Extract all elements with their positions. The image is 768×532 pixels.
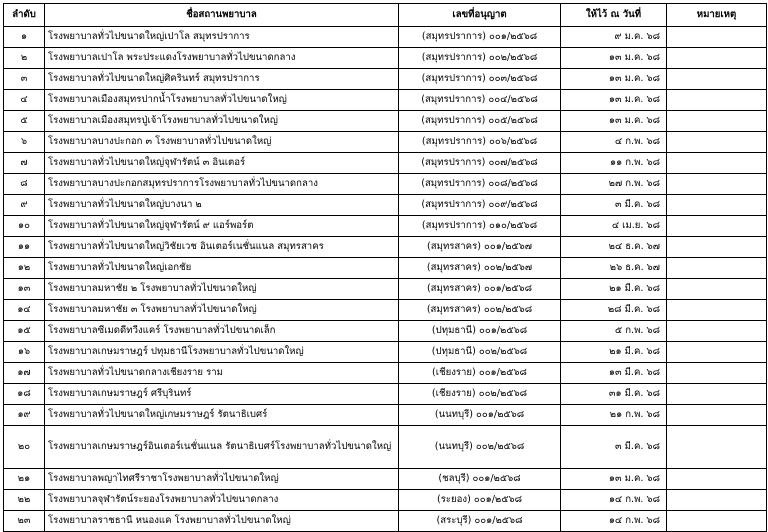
remark-cell bbox=[667, 237, 767, 258]
remark-cell bbox=[667, 384, 767, 405]
hospital-name: โรงพยาบาลเกษมราษฎร์อินเตอร์เนชั่นแนล รัตนาธิเบศร์โรงพยาบาลทั่วไปขนาดใหญ่ bbox=[45, 426, 399, 469]
row-number: ๘ bbox=[4, 174, 45, 195]
issue-date: ๒๑ ก.พ. ๖๘ bbox=[561, 405, 667, 426]
remark-cell bbox=[667, 153, 767, 174]
table-row bbox=[4, 27, 767, 48]
license-number: (สมุทรปราการ) ๐๐๗/๒๕๖๘ bbox=[399, 153, 561, 174]
hospital-name: โรงพยาบาลพญาไทศรีราชาโรงพยาบาลทั่วไปขนาดใหญ่ bbox=[45, 469, 399, 490]
row-number: ๒๒ bbox=[4, 490, 45, 511]
row-number: ๑๗ bbox=[4, 363, 45, 384]
license-number: (เชียงราย) ๐๐๑/๒๕๖๘ bbox=[399, 363, 561, 384]
row-number: ๗ bbox=[4, 153, 45, 174]
license-number: (สมุทรสาคร) ๐๐๒/๒๕๖๘ bbox=[399, 300, 561, 321]
remark-cell bbox=[667, 111, 767, 132]
remark-cell bbox=[667, 216, 767, 237]
license-number: (สมุทรปราการ) ๐๐๘/๒๕๖๘ bbox=[399, 174, 561, 195]
hospital-name: โรงพยาบาลทั่วไปขนาดใหญ่วิชัยเวช อินเตอร์เนชั่นแนล สมุทรสาคร bbox=[45, 237, 399, 258]
table-row bbox=[4, 90, 767, 111]
remark-cell bbox=[667, 426, 767, 469]
hospital-name: โรงพยาบาลทั่วไปขนาดใหญ่เปาโล สมุทรปราการ bbox=[45, 27, 399, 48]
row-number: ๕ bbox=[4, 111, 45, 132]
issue-date: ๑๔ ก.พ. ๖๘ bbox=[561, 490, 667, 511]
hospital-name: โรงพยาบาลทั่วไปขนาดใหญ่จุฬารัตน์ ๙ แอร์พอร์ต bbox=[45, 216, 399, 237]
row-number: ๒๐ bbox=[4, 426, 45, 469]
row-number: ๑๙ bbox=[4, 405, 45, 426]
issue-date: ๓๑ มี.ค. ๖๘ bbox=[561, 384, 667, 405]
license-number: (ปทุมธานี) ๐๐๒/๒๕๖๘ bbox=[399, 342, 561, 363]
hospital-name: โรงพยาบาลเกษมราษฎร์ ศรีบุรินทร์ bbox=[45, 384, 399, 405]
remark-cell bbox=[667, 342, 767, 363]
row-number: ๑๖ bbox=[4, 342, 45, 363]
remark-cell bbox=[667, 69, 767, 90]
row-number: ๒๓ bbox=[4, 511, 45, 532]
hospital-name: โรงพยาบาลเมืองสมุทรปากน้ำโรงพยาบาลทั่วไปขนาดใหญ่ bbox=[45, 90, 399, 111]
hospital-name: โรงพยาบาลบางปะกอก ๓ โรงพยาบาลทั่วไปขนาดใหญ่ bbox=[45, 132, 399, 153]
issue-date: ๒๔ ธ.ค. ๖๗ bbox=[561, 237, 667, 258]
issue-date: ๒๖ ธ.ค. ๖๗ bbox=[561, 258, 667, 279]
row-number: ๑๐ bbox=[4, 216, 45, 237]
table-row bbox=[4, 363, 767, 384]
table-row bbox=[4, 216, 767, 237]
issue-date: ๕ ก.พ. ๖๘ bbox=[561, 321, 667, 342]
license-number: (นนทบุรี) ๐๐๑/๒๕๖๘ bbox=[399, 405, 561, 426]
table-row bbox=[4, 237, 767, 258]
remark-cell bbox=[667, 90, 767, 111]
remark-cell bbox=[667, 279, 767, 300]
table-row bbox=[4, 132, 767, 153]
table-row bbox=[4, 469, 767, 490]
table-row bbox=[4, 342, 767, 363]
issue-date: ๑๓ ม.ค. ๖๘ bbox=[561, 90, 667, 111]
row-number: ๒ bbox=[4, 48, 45, 69]
issue-date: ๑๔ ก.พ. ๖๘ bbox=[561, 511, 667, 532]
license-number: (ชลบุรี) ๐๐๑/๒๕๖๘ bbox=[399, 469, 561, 490]
hospital-name: โรงพยาบาลบางปะกอกสมุทรปราการโรงพยาบาลทั่วไปขนาดกลาง bbox=[45, 174, 399, 195]
remark-cell bbox=[667, 48, 767, 69]
row-number: ๑๒ bbox=[4, 258, 45, 279]
hospital-name: โรงพยาบาลเมืองสมุทรปู่เจ้าโรงพยาบาลทั่วไปขนาดใหญ่ bbox=[45, 111, 399, 132]
license-number: (สมุทรสาคร) ๐๐๒/๒๕๖๗ bbox=[399, 258, 561, 279]
license-number: (สมุทรสาคร) ๐๐๑/๒๕๖๘ bbox=[399, 279, 561, 300]
table-row bbox=[4, 490, 767, 511]
hospital-name: โรงพยาบาลทั่วไปขนาดใหญ่บางนา ๒ bbox=[45, 195, 399, 216]
hospital-name: โรงพยาบาลทั่วไปขนาดใหญ่เกษมราษฎร์ รัตนาธิเบศร์ bbox=[45, 405, 399, 426]
table-row bbox=[4, 153, 767, 174]
license-number: (สมุทรปราการ) ๐๐๕/๒๕๖๘ bbox=[399, 111, 561, 132]
remark-cell bbox=[667, 258, 767, 279]
header-date: ให้ไว้ ณ วันที่ bbox=[561, 4, 667, 27]
remark-cell bbox=[667, 321, 767, 342]
remark-cell bbox=[667, 363, 767, 384]
license-number: (สมุทรปราการ) ๐๐๖/๒๕๖๘ bbox=[399, 132, 561, 153]
row-number: ๑๕ bbox=[4, 321, 45, 342]
row-number: ๓ bbox=[4, 69, 45, 90]
remark-cell bbox=[667, 132, 767, 153]
hospital-name: โรงพยาบาลทั่วไปขนาดกลางเชียงราย ราม bbox=[45, 363, 399, 384]
row-number: ๔ bbox=[4, 90, 45, 111]
issue-date: ๑๓ ม.ค. ๖๘ bbox=[561, 48, 667, 69]
issue-date: ๔ ก.พ. ๖๘ bbox=[561, 132, 667, 153]
table-row bbox=[4, 384, 767, 405]
license-number: (เชียงราย) ๐๐๒/๒๕๖๘ bbox=[399, 384, 561, 405]
hospital-name: โรงพยาบาลมหาชัย ๓ โรงพยาบาลทั่วไปขนาดใหญ่ bbox=[45, 300, 399, 321]
row-number: ๒๑ bbox=[4, 469, 45, 490]
table-row bbox=[4, 69, 767, 90]
table-row bbox=[4, 279, 767, 300]
remark-cell bbox=[667, 405, 767, 426]
issue-date: ๑๑ ก.พ. ๖๘ bbox=[561, 153, 667, 174]
header-no: ลำดับ bbox=[4, 4, 45, 27]
table-header-row bbox=[4, 4, 767, 27]
issue-date: ๒๗ ก.พ. ๖๘ bbox=[561, 174, 667, 195]
issue-date: ๑๓ มี.ค. ๖๘ bbox=[561, 363, 667, 384]
table-row bbox=[4, 300, 767, 321]
issue-date: ๓ มี.ค. ๖๘ bbox=[561, 195, 667, 216]
license-number: (สระบุรี) ๐๐๑/๒๕๖๘ bbox=[399, 511, 561, 532]
license-number: (สมุทรสาคร) ๐๐๑/๒๕๖๗ bbox=[399, 237, 561, 258]
row-number: ๖ bbox=[4, 132, 45, 153]
license-number: (สมุทรปราการ) ๐๐๑/๒๕๖๘ bbox=[399, 27, 561, 48]
hospital-license-table bbox=[3, 3, 767, 532]
license-number: (นนทบุรี) ๐๐๒/๒๕๖๘ bbox=[399, 426, 561, 469]
row-number: ๑๔ bbox=[4, 300, 45, 321]
remark-cell bbox=[667, 490, 767, 511]
table-row bbox=[4, 426, 767, 469]
table-row bbox=[4, 405, 767, 426]
issue-date: ๓ มี.ค. ๖๘ bbox=[561, 426, 667, 469]
license-number: (สมุทรปราการ) ๐๐๔/๒๕๖๘ bbox=[399, 90, 561, 111]
hospital-name: โรงพยาบาลซีเมดดีทวีงแคร์ โรงพยาบาลทั่วไปขนาดเล็ก bbox=[45, 321, 399, 342]
remark-cell bbox=[667, 174, 767, 195]
issue-date: ๒๘ มี.ค. ๖๘ bbox=[561, 300, 667, 321]
issue-date: ๑๓ ม.ค. ๖๘ bbox=[561, 111, 667, 132]
issue-date: ๒๑ มี.ค. ๖๘ bbox=[561, 279, 667, 300]
header-remark: หมายเหตุ bbox=[667, 4, 767, 27]
license-number: (สมุทรปราการ) ๐๐๓/๒๕๖๘ bbox=[399, 69, 561, 90]
issue-date: ๙ ม.ค. ๖๘ bbox=[561, 27, 667, 48]
hospital-name: โรงพยาบาลทั่วไปขนาดใหญ่เอกชัย bbox=[45, 258, 399, 279]
table-row bbox=[4, 48, 767, 69]
remark-cell bbox=[667, 469, 767, 490]
row-number: ๑๘ bbox=[4, 384, 45, 405]
table-row bbox=[4, 321, 767, 342]
table-row bbox=[4, 195, 767, 216]
license-number: (สมุทรปราการ) ๐๐๒/๒๕๖๘ bbox=[399, 48, 561, 69]
issue-date: ๑๓ ม.ค. ๖๘ bbox=[561, 469, 667, 490]
table-row bbox=[4, 258, 767, 279]
remark-cell bbox=[667, 195, 767, 216]
license-number: (สมุทรปราการ) ๐๑๐/๒๕๖๘ bbox=[399, 216, 561, 237]
hospital-name: โรงพยาบาลเปาโล พระประแดงโรงพยาบาลทั่วไปขนาดกลาง bbox=[45, 48, 399, 69]
table-row bbox=[4, 111, 767, 132]
license-number: (ปทุมธานี) ๐๐๑/๒๕๖๘ bbox=[399, 321, 561, 342]
issue-date: ๑๓ ม.ค. ๖๘ bbox=[561, 69, 667, 90]
header-license: เลขที่อนุญาต bbox=[399, 4, 561, 27]
row-number: ๑๓ bbox=[4, 279, 45, 300]
license-number: (ระยอง) ๐๐๑/๒๕๖๘ bbox=[399, 490, 561, 511]
remark-cell bbox=[667, 300, 767, 321]
row-number: ๑ bbox=[4, 27, 45, 48]
remark-cell bbox=[667, 27, 767, 48]
hospital-name: โรงพยาบาลมหาชัย ๒ โรงพยาบาลทั่วไปขนาดใหญ่ bbox=[45, 279, 399, 300]
issue-date: ๔ เม.ย. ๖๘ bbox=[561, 216, 667, 237]
hospital-name: โรงพยาบาลทั่วไปขนาดใหญ่ศิครินทร์ สมุทรปราการ bbox=[45, 69, 399, 90]
license-number: (สมุทรปราการ) ๐๐๙/๒๕๖๘ bbox=[399, 195, 561, 216]
issue-date: ๒๑ มี.ค. ๖๘ bbox=[561, 342, 667, 363]
row-number: ๙ bbox=[4, 195, 45, 216]
hospital-name: โรงพยาบาลทั่วไปขนาดใหญ่จุฬารัตน์ ๓ อินเตอร์ bbox=[45, 153, 399, 174]
hospital-name: โรงพยาบาลจุฬารัตน์ระยองโรงพยาบาลทั่วไปขนาดกลาง bbox=[45, 490, 399, 511]
hospital-name: โรงพยาบาลราชธานี หนองแค โรงพยาบาลทั่วไปขนาดใหญ่ bbox=[45, 511, 399, 532]
header-name: ชื่อสถานพยาบาล bbox=[45, 4, 399, 27]
table-row bbox=[4, 174, 767, 195]
row-number: ๑๑ bbox=[4, 237, 45, 258]
hospital-name: โรงพยาบาลเกษมราษฎร์ ปทุมธานีโรงพยาบาลทั่วไปขนาดใหญ่ bbox=[45, 342, 399, 363]
